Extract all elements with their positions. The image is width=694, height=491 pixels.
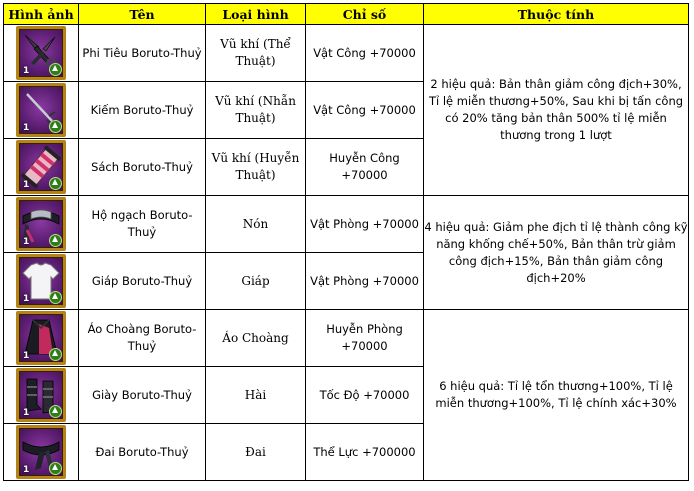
header-type: Loại hình (206, 4, 306, 25)
item-type: Nón (206, 196, 306, 253)
item-name: Sách Boruto-Thuỷ (79, 139, 206, 196)
item-stats: Vật Công +70000 (306, 82, 424, 139)
item-type: Vũ khí (Huyễn Thuật) (206, 139, 306, 196)
shirt-icon (16, 254, 66, 308)
upgrade-arrow-icon (49, 234, 62, 247)
item-quantity: 1 (23, 465, 30, 475)
item-stats: Huyễn Phòng +70000 (306, 310, 424, 367)
item-image-cell (4, 310, 79, 367)
item-stats: Thể Lực +700000 (306, 424, 424, 481)
item-name: Hộ ngạch Boruto-Thuỷ (79, 196, 206, 253)
item-name: Kiếm Boruto-Thuỷ (79, 82, 206, 139)
item-quantity: 1 (23, 123, 30, 133)
headband-icon (16, 197, 66, 251)
item-quantity: 1 (23, 294, 30, 304)
header-attributes: Thuộc tính (424, 4, 689, 25)
table-row (4, 25, 689, 82)
item-image-cell (4, 196, 79, 253)
set-bonus-2: 2 hiệu quả: Bản thân giảm công địch+30%, Tỉ lệ miễn thương+50%, Sau khi bị tấn công có 20% tăng bản thân 500% tỉ lệ miễn thương trong 1 lượt (424, 25, 689, 196)
set-bonus-6: 6 hiệu quả: Tỉ lệ tổn thương+100%, Tỉ lệ miễn thương+100%, Tỉ lệ chính xác+30% (424, 310, 689, 481)
header-name: Tên (79, 4, 206, 25)
item-image-cell (4, 82, 79, 139)
item-stats: Huyễn Công +70000 (306, 139, 424, 196)
table-row (4, 196, 689, 253)
header-stats: Chỉ số (306, 4, 424, 25)
equipment-table (3, 3, 689, 481)
upgrade-arrow-icon (49, 462, 62, 475)
item-stats: Tốc Độ +70000 (306, 367, 424, 424)
upgrade-arrow-icon (49, 405, 62, 418)
item-stats: Vật Phòng +70000 (306, 253, 424, 310)
boots-icon (16, 368, 66, 422)
item-type: Đai (206, 424, 306, 481)
header-row (4, 4, 689, 25)
item-quantity: 1 (23, 237, 30, 247)
upgrade-arrow-icon (49, 177, 62, 190)
sword-icon (16, 83, 66, 137)
item-type: Áo Choàng (206, 310, 306, 367)
item-stats: Vật Công +70000 (306, 25, 424, 82)
item-image-cell (4, 139, 79, 196)
item-name: Giày Boruto-Thuỷ (79, 367, 206, 424)
item-name: Giáp Boruto-Thuỷ (79, 253, 206, 310)
item-type: Giáp (206, 253, 306, 310)
scroll-icon (16, 140, 66, 194)
item-type: Hài (206, 367, 306, 424)
item-name: Áo Choàng Boruto-Thuỷ (79, 310, 206, 367)
item-quantity: 1 (23, 66, 30, 76)
upgrade-arrow-icon (49, 120, 62, 133)
belt-icon (16, 425, 66, 479)
item-image-cell (4, 424, 79, 481)
item-name: Phi Tiêu Boruto-Thuỷ (79, 25, 206, 82)
item-image-cell (4, 253, 79, 310)
item-type: Vũ khí (Thể Thuật) (206, 25, 306, 82)
kunai-icon (16, 26, 66, 80)
item-quantity: 1 (23, 408, 30, 418)
item-quantity: 1 (23, 180, 30, 190)
item-image-cell (4, 367, 79, 424)
item-type: Vũ khí (Nhẫn Thuật) (206, 82, 306, 139)
table-row (4, 310, 689, 367)
upgrade-arrow-icon (49, 348, 62, 361)
item-stats: Vật Phòng +70000 (306, 196, 424, 253)
cloak-icon (16, 311, 66, 365)
item-image-cell (4, 25, 79, 82)
header-image: Hình ảnh (4, 4, 79, 25)
set-bonus-4: 4 hiệu quả: Giảm phe địch tỉ lệ thành công kỹ năng khống chế+50%, Bản thân trừ giảm công địch+15%, Bản thân giảm công địch+20% (424, 196, 689, 310)
upgrade-arrow-icon (49, 291, 62, 304)
item-name: Đai Boruto-Thuỷ (79, 424, 206, 481)
item-quantity: 1 (23, 351, 30, 361)
upgrade-arrow-icon (49, 63, 62, 76)
